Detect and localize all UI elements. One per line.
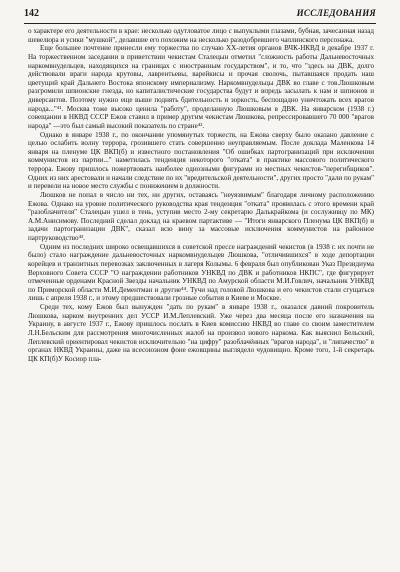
paragraph: о характере его деятельности в крае: несколько одутловатое лицо с выпуклыми глазами, бубная, зачесанная назад шевелюра и усики "мушкой", делавшие его похожим на несколько разодобревшего чаплинского персонажа. [28, 27, 374, 44]
running-header [24, 6, 376, 24]
paragraph: Одним из последних широко освещавшихся в советской прессе награждений чекистов (в 1938 г. их почти не было) стало награждение дальневосточных наркомвнудельцев Люшкова, "отличившихся" в ходе депортации корейцев и транзитных перевозках заключенных в лагеря Колымы. 6 февраля был опубликован Указ Президиума Верховного Совета СССР "О награждении работников УНКВД по ДВК и работников НКПС", где фигурирует отмеченные орденами Красной Звезды начальник УНКВД по Амурской области М.И.Говлич, начальник УНКВД по Приморской области М.И.Дементман и другие⁴⁴. Тучи над головой Люшкова и его чекистов стали сгущаться лишь с апреля 1938 г., и этому предшествовали грозные события в Киеве и Москве. [28, 242, 374, 303]
section-title: ИССЛЕДОВАНИЯ [296, 8, 376, 18]
paragraph: Среди тех, кому Ежов был вынужден "дать по рукам" в январе 1938 г., оказался давний покровитель Люшкова, нарком внутренних дел УССР И.М.Леплевский. Уже через два месяца после его назначения на Украину, в августе 1937 г., Ежову пришлось послать в Киев комиссию НКВД во главе со своим заместителем Л.Н.Бельским для рассмотрения многочисленных жалоб на произвол нового наркома. Как выяснил Бельский, Леплевский ориентировал чекистов исключительно "на цифру" разоблачённых "врагов народа", и "липачество" в органах НКВД Украины, даже на всесоюзном фоне ежовщины выглядело чудовищно. Кроме того, 1-й секретарь ЦК КП(б)У Косиор пла- [28, 303, 374, 363]
article-body [28, 27, 374, 363]
page-number: 142 [24, 8, 39, 19]
paragraph: Люшков не попал в число ни тех, ни других, оставаясь "неуязвимым" благодаря личному расположению Ежова. Однако на уровне политического руководства края тенденция "отката" проявилась с этого времени край "разоблачителя" Сталецын ушел в тень, уступив место 2-му секретарю Далькрайкома (и сослуживцу по МК) А.М.Анисимову. Последний сделал доклад на краевом партактиве — "Итоги январского Пленума ЦК ВКП(б) и задачи партогранизации ДВК", сказал всю вину за массовые исключения коммунистов на районное партруководство⁴³. [28, 190, 374, 242]
paragraph: Еще большее почтение принесли ему торжества по случаю ХХ-летия органов ВЧК-НКВД в декабре 1937 г. На торжественном заседании в приветствии чекистам Сталецын отметил "сложность работы Дальневосточных наркомвнудельцев, находящихся на границах с иностранным государством", и то, что "здесь на ДВК, долго действовали враги народа крутовы, лаврентьевы, варейкисы и прочая сволочь, пытавшаяся продать наш цветущий край Дальнего Востока японскому империализму. Наркомвнудельцы ДВК во главе с тов.Люшковым разгромили шпионские гнезда, но капиталистические государства будут и впредь засылать к нам и шпионов и диверсантов. Поэтому нужно еще выше поднять бдительность и зоркость, беспощадно уничтожать всех врагов народа..."⁴¹. Москва тоже высоко ценила "работу", проделанную Люшковым в ДВК. На январском (1938 г.) совещании в НКВД СССР Ежов ставил в пример другим чекистам Люшкова, репрессировавшего 70 000 "врагов народа" —это был самый высокий показатель по стране⁴². [28, 44, 374, 130]
header-rule [24, 23, 376, 24]
paragraph: Однако в январе 1938 г., по окончании упомянутых торжеств, на Ежова сверху было оказано давление с целью ослабить волну террора, грозившего стать совершенно неуправляемым. После доклада Маленкова 14 января на пленуме ЦК ВКП(б) и известного постановления "Об ошибках партогранизаций при исключении коммунистов из партии..." наметилась тенденция некоторого "отката" в практике массового политического террора. Ежову пришлось пожертвовать наиболее одиозными фигурами из местных чекистов-"перегибщиков". Одних из них арестовали и начали следствие по их "вредительской деятельности", других просто "дали по рукам" и перевели на новое место службы с понижением в должности. [28, 130, 374, 191]
